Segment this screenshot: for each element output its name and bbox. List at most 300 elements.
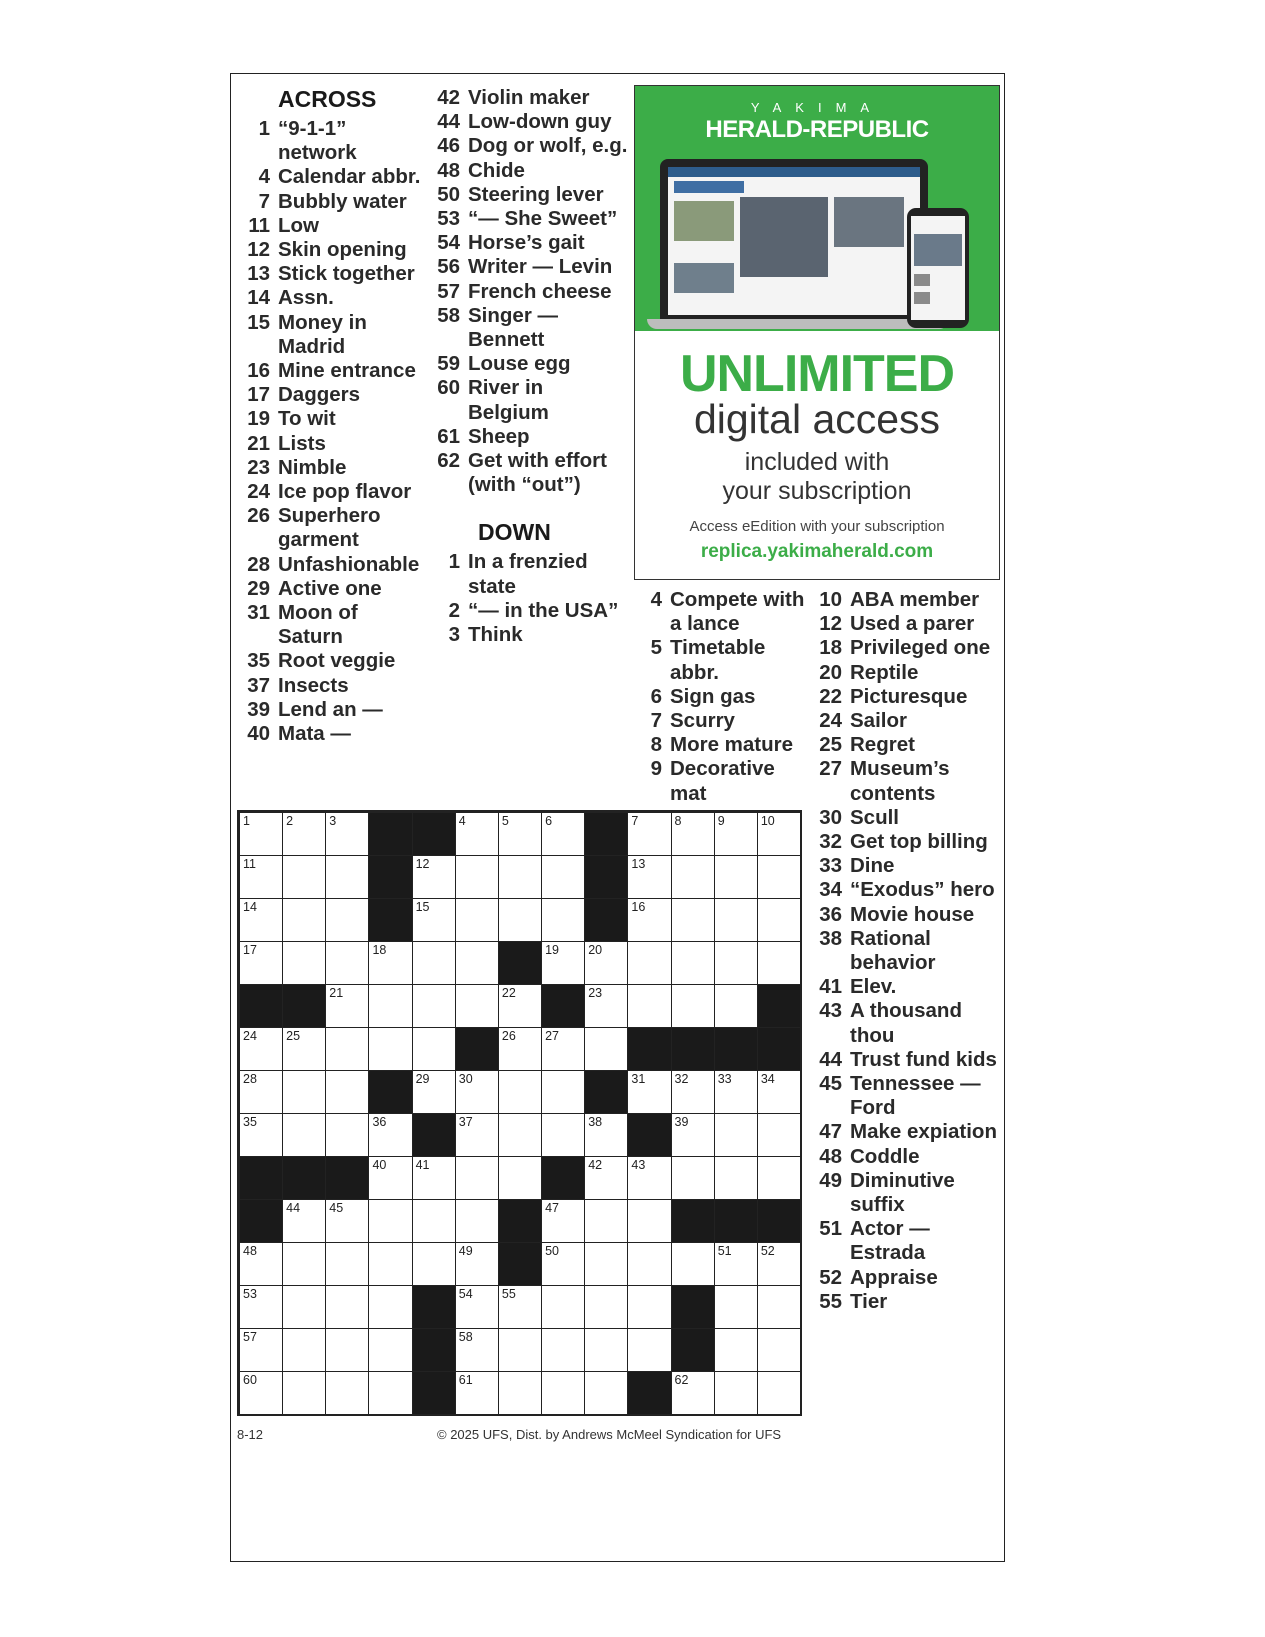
grid-cell[interactable] <box>714 1070 758 1114</box>
clue-number: 60 <box>437 376 460 400</box>
grid-cell[interactable] <box>412 1199 456 1243</box>
grid-block <box>239 1156 283 1200</box>
grid-cell[interactable] <box>455 1113 499 1157</box>
clue-text: Used a parer <box>850 612 975 636</box>
grid-cell[interactable] <box>714 1371 758 1415</box>
grid-cell[interactable] <box>757 1242 801 1286</box>
grid-cell[interactable] <box>325 855 369 899</box>
grid-cell[interactable] <box>239 1371 283 1415</box>
grid-cell[interactable] <box>541 1285 585 1329</box>
grid-cell[interactable] <box>757 1070 801 1114</box>
grid-cell[interactable] <box>498 1070 542 1114</box>
grid-cell[interactable] <box>757 1156 801 1200</box>
grid-block <box>412 1371 456 1415</box>
down-clue[interactable] <box>810 903 1000 927</box>
grid-cell[interactable] <box>498 812 542 856</box>
grid-cell[interactable] <box>541 1371 585 1415</box>
grid-cell[interactable] <box>498 855 542 899</box>
clue-number: 1 <box>448 550 460 574</box>
cell-number: 50 <box>545 1244 559 1258</box>
cell-number: 12 <box>415 857 430 871</box>
grid-cell[interactable] <box>455 1156 499 1200</box>
grid-cell[interactable] <box>584 1027 628 1071</box>
down-clue[interactable] <box>630 757 805 805</box>
clue-text: Chide <box>468 158 525 182</box>
grid-cell[interactable] <box>455 855 499 899</box>
grid-cell[interactable] <box>239 1242 283 1286</box>
grid-cell[interactable] <box>627 1285 671 1329</box>
across-clue[interactable] <box>238 698 428 722</box>
clue-number: 52 <box>819 1265 842 1289</box>
grid-cell[interactable] <box>239 1285 283 1329</box>
grid-cell[interactable] <box>282 1285 326 1329</box>
down-clue[interactable] <box>810 878 1000 902</box>
clue-number: 47 <box>819 1120 842 1144</box>
grid-cell[interactable] <box>412 941 456 985</box>
grid-cell[interactable] <box>757 1285 801 1329</box>
grid-cell[interactable] <box>455 1199 499 1243</box>
cell-number: 61 <box>458 1373 473 1387</box>
grid-cell[interactable] <box>368 941 412 985</box>
clue-text: Get with effort (with “out”) <box>468 449 607 497</box>
down-heading: DOWN <box>478 519 551 546</box>
grid-cell[interactable] <box>671 1242 715 1286</box>
grid-cell[interactable] <box>239 941 283 985</box>
ad-body <box>635 448 999 506</box>
grid-cell[interactable] <box>541 1199 585 1243</box>
grid-cell[interactable] <box>584 1156 628 1200</box>
grid-cell[interactable] <box>325 1285 369 1329</box>
grid-cell[interactable] <box>627 1070 671 1114</box>
down-clue[interactable] <box>810 636 1000 660</box>
across-clue[interactable] <box>428 207 628 231</box>
cell-number: 26 <box>501 1029 516 1043</box>
grid-cell[interactable] <box>455 1371 499 1415</box>
cell-number: 51 <box>717 1244 732 1258</box>
grid-block <box>368 855 412 899</box>
cell-number: 7 <box>631 814 639 828</box>
clue-text: River in Belgium <box>468 376 549 424</box>
grid-cell[interactable] <box>671 812 715 856</box>
grid-cell[interactable] <box>584 1242 628 1286</box>
down-clue[interactable] <box>630 588 805 636</box>
across-clues-col1 <box>238 86 428 746</box>
clue-number: 36 <box>819 902 842 926</box>
clue-text: Regret <box>850 733 915 757</box>
across-clue[interactable] <box>238 577 428 601</box>
down-clue[interactable] <box>810 612 1000 636</box>
grid-cell[interactable] <box>541 1328 585 1372</box>
clue-text: Tier <box>850 1289 888 1313</box>
cell-number: 22 <box>501 986 516 1000</box>
grid-cell[interactable] <box>627 941 671 985</box>
grid-cell[interactable] <box>325 1027 369 1071</box>
cell-number: 19 <box>545 943 559 957</box>
grid-cell[interactable] <box>627 1199 671 1243</box>
across-clue[interactable] <box>238 674 428 698</box>
grid-cell[interactable] <box>671 1113 715 1157</box>
grid-cell[interactable] <box>498 1285 542 1329</box>
grid-cell[interactable] <box>541 941 585 985</box>
grid-block <box>627 1027 671 1071</box>
down-clue[interactable] <box>810 999 1000 1047</box>
across-clue[interactable] <box>238 286 428 310</box>
grid-cell[interactable] <box>671 1156 715 1200</box>
grid-cell[interactable] <box>412 1156 456 1200</box>
clue-text: French cheese <box>468 279 612 303</box>
across-clue[interactable] <box>428 134 628 158</box>
across-clue[interactable] <box>238 456 428 480</box>
grid-cell[interactable] <box>757 1328 801 1372</box>
grid-cell[interactable] <box>714 855 758 899</box>
grid-cell[interactable] <box>455 1285 499 1329</box>
grid-cell[interactable] <box>541 855 585 899</box>
grid-cell[interactable] <box>239 1070 283 1114</box>
down-clue[interactable] <box>428 599 628 623</box>
down-clue[interactable] <box>810 975 1000 999</box>
grid-cell[interactable] <box>714 1242 758 1286</box>
clue-text: Museum’s contents <box>850 757 950 805</box>
grid-cell[interactable] <box>455 812 499 856</box>
grid-cell[interactable] <box>455 941 499 985</box>
down-clue[interactable] <box>810 1145 1000 1169</box>
grid-cell[interactable] <box>498 1328 542 1372</box>
grid-cell[interactable] <box>627 1156 671 1200</box>
grid-cell[interactable] <box>627 855 671 899</box>
grid-cell[interactable] <box>627 1328 671 1372</box>
clue-number: 5 <box>650 636 662 660</box>
grid-cell[interactable] <box>412 1242 456 1286</box>
clue-number: 9 <box>650 757 662 781</box>
grid-cell[interactable] <box>239 898 283 942</box>
grid-cell[interactable] <box>455 984 499 1028</box>
grid-block <box>239 984 283 1028</box>
grid-cell[interactable] <box>368 1328 412 1372</box>
grid-block <box>498 1199 542 1243</box>
grid-cell[interactable] <box>627 812 671 856</box>
across-clue[interactable] <box>238 601 428 649</box>
across-clue[interactable] <box>428 110 628 134</box>
ad-line1: included with <box>744 448 890 476</box>
clue-text: Movie house <box>850 902 975 926</box>
grid-cell[interactable] <box>498 1113 542 1157</box>
down-clue[interactable] <box>428 550 628 598</box>
grid-cell[interactable] <box>627 898 671 942</box>
grid-cell[interactable] <box>412 1070 456 1114</box>
across-clue[interactable] <box>238 359 428 383</box>
grid-cell[interactable] <box>498 898 542 942</box>
grid-cell[interactable] <box>541 1070 585 1114</box>
grid-cell[interactable] <box>368 1199 412 1243</box>
grid-cell[interactable] <box>714 1328 758 1372</box>
grid-cell[interactable] <box>498 1371 542 1415</box>
clue-text: “— in the USA” <box>468 598 619 622</box>
clue-number: 48 <box>437 158 460 182</box>
clue-number: 59 <box>437 352 460 376</box>
down-clue[interactable] <box>630 685 805 709</box>
grid-cell[interactable] <box>757 941 801 985</box>
grid-cell[interactable] <box>239 812 283 856</box>
across-clue[interactable] <box>238 553 428 577</box>
grid-cell[interactable] <box>671 898 715 942</box>
down-clue[interactable] <box>810 661 1000 685</box>
clue-number: 58 <box>437 303 460 327</box>
down-clue[interactable] <box>810 685 1000 709</box>
grid-cell[interactable] <box>282 1070 326 1114</box>
across-clue[interactable] <box>428 425 628 449</box>
clue-number: 41 <box>819 975 842 999</box>
grid-cell[interactable] <box>325 1371 369 1415</box>
clue-text: Steering lever <box>468 182 604 206</box>
grid-cell[interactable] <box>239 855 283 899</box>
grid-cell[interactable] <box>282 812 326 856</box>
grid-block <box>584 1070 628 1114</box>
grid-cell[interactable] <box>541 812 585 856</box>
down-clue[interactable] <box>630 733 805 757</box>
down-clue[interactable] <box>810 588 1000 612</box>
across-clue[interactable] <box>428 304 628 352</box>
grid-cell[interactable] <box>282 1328 326 1372</box>
down-clue[interactable] <box>810 1266 1000 1290</box>
grid-block <box>671 1285 715 1329</box>
clue-text: Daggers <box>278 383 361 407</box>
grid-cell[interactable] <box>325 1070 369 1114</box>
grid-cell[interactable] <box>368 984 412 1028</box>
grid-cell[interactable] <box>282 1371 326 1415</box>
grid-cell[interactable] <box>498 984 542 1028</box>
cell-number: 60 <box>243 1373 257 1387</box>
clue-text: Singer — Bennett <box>468 303 558 352</box>
across-clue[interactable] <box>238 214 428 238</box>
down-clue[interactable] <box>810 854 1000 878</box>
grid-cell[interactable] <box>282 1199 326 1243</box>
across-clue[interactable] <box>238 190 428 214</box>
grid-cell[interactable] <box>714 1156 758 1200</box>
grid-block <box>714 1199 758 1243</box>
clue-number: 38 <box>819 926 842 950</box>
grid-cell[interactable] <box>368 1156 412 1200</box>
down-clue[interactable] <box>810 709 1000 733</box>
down-clue[interactable] <box>810 806 1000 830</box>
grid-cell[interactable] <box>325 1328 369 1372</box>
clue-text: A thousand thou <box>850 999 962 1047</box>
grid-cell[interactable] <box>584 984 628 1028</box>
clue-number: 48 <box>819 1144 842 1168</box>
grid-cell[interactable] <box>455 1070 499 1114</box>
cell-number: 45 <box>329 1201 344 1215</box>
grid-cell[interactable] <box>368 1371 412 1415</box>
grid-block <box>714 1027 758 1071</box>
clue-number: 15 <box>247 310 270 334</box>
clue-number: 51 <box>819 1217 842 1241</box>
clue-number: 24 <box>247 480 270 504</box>
clue-number: 29 <box>247 576 270 600</box>
across-clue[interactable] <box>238 407 428 431</box>
grid-cell[interactable] <box>325 1113 369 1157</box>
down-clue[interactable] <box>810 757 1000 805</box>
grid-cell[interactable] <box>325 984 369 1028</box>
down-clue[interactable] <box>810 1169 1000 1217</box>
across-heading: ACROSS <box>278 86 377 112</box>
grid-cell[interactable] <box>584 1199 628 1243</box>
grid-cell[interactable] <box>368 1027 412 1071</box>
down-clue[interactable] <box>428 623 628 647</box>
grid-cell[interactable] <box>671 941 715 985</box>
grid-cell[interactable] <box>671 984 715 1028</box>
grid-cell[interactable] <box>455 898 499 942</box>
across-clue[interactable] <box>428 376 628 424</box>
grid-cell[interactable] <box>541 1027 585 1071</box>
grid-cell[interactable] <box>455 1328 499 1372</box>
across-clue[interactable] <box>428 159 628 183</box>
down-clue[interactable] <box>810 1290 1000 1314</box>
across-clue[interactable] <box>238 117 428 165</box>
grid-cell[interactable] <box>282 941 326 985</box>
down-clue[interactable] <box>630 709 805 733</box>
clue-number: 25 <box>819 733 842 757</box>
clue-text: Low <box>278 213 319 237</box>
clue-number: 30 <box>819 805 842 829</box>
grid-cell[interactable] <box>325 898 369 942</box>
grid-cell[interactable] <box>412 1027 456 1071</box>
clue-text: Low-down guy <box>468 110 612 134</box>
ad-url-link[interactable]: replica.yakimaherald.com <box>700 541 934 562</box>
across-clue[interactable] <box>238 238 428 262</box>
across-clue[interactable] <box>428 86 628 110</box>
clue-number: 43 <box>819 999 842 1023</box>
grid-cell[interactable] <box>325 941 369 985</box>
across-clue[interactable] <box>238 504 428 552</box>
clue-number: 35 <box>247 649 270 673</box>
grid-cell[interactable] <box>757 898 801 942</box>
cell-number: 29 <box>415 1072 430 1086</box>
grid-cell[interactable] <box>714 1285 758 1329</box>
cell-number: 23 <box>588 986 603 1000</box>
grid-cell[interactable] <box>714 898 758 942</box>
down-clue[interactable] <box>810 927 1000 975</box>
across-clue[interactable] <box>238 649 428 673</box>
grid-cell[interactable] <box>714 984 758 1028</box>
across-clue[interactable] <box>428 352 628 376</box>
grid-cell[interactable] <box>239 1328 283 1372</box>
grid-cell[interactable] <box>541 898 585 942</box>
grid-cell[interactable] <box>714 812 758 856</box>
grid-block <box>541 984 585 1028</box>
grid-cell[interactable] <box>757 1113 801 1157</box>
grid-cell[interactable] <box>368 1285 412 1329</box>
grid-cell[interactable] <box>584 1113 628 1157</box>
down-clue[interactable] <box>810 1217 1000 1265</box>
cell-number: 39 <box>674 1115 689 1129</box>
subscription-ad[interactable] <box>634 85 1000 580</box>
down-clue[interactable] <box>810 733 1000 757</box>
grid-cell[interactable] <box>541 1242 585 1286</box>
grid-block <box>757 1027 801 1071</box>
down-clue[interactable] <box>810 830 1000 854</box>
grid-cell[interactable] <box>714 941 758 985</box>
grid-cell[interactable] <box>412 855 456 899</box>
clue-text: More mature <box>670 733 794 757</box>
grid-cell[interactable] <box>671 1371 715 1415</box>
grid-cell[interactable] <box>325 812 369 856</box>
grid-cell[interactable] <box>671 855 715 899</box>
grid-cell[interactable] <box>239 1113 283 1157</box>
across-clue[interactable] <box>238 262 428 286</box>
grid-cell[interactable] <box>282 898 326 942</box>
clue-text: Moon of Saturn <box>278 601 358 649</box>
grid-cell[interactable] <box>627 984 671 1028</box>
grid-cell[interactable] <box>627 1242 671 1286</box>
grid-cell[interactable] <box>584 1371 628 1415</box>
clue-number: 12 <box>819 612 842 636</box>
grid-cell[interactable] <box>282 1027 326 1071</box>
grid-cell[interactable] <box>541 1113 585 1157</box>
grid-cell[interactable] <box>584 941 628 985</box>
across-clue[interactable] <box>428 449 628 497</box>
grid-cell[interactable] <box>584 1285 628 1329</box>
across-clue[interactable] <box>238 480 428 504</box>
across-clue[interactable] <box>428 183 628 207</box>
grid-cell[interactable] <box>325 1242 369 1286</box>
clue-text: Diminutive suffix <box>850 1168 955 1217</box>
grid-cell[interactable] <box>757 855 801 899</box>
grid-cell[interactable] <box>368 1113 412 1157</box>
grid-cell[interactable] <box>584 1328 628 1372</box>
across-clue[interactable] <box>238 383 428 407</box>
across-clue[interactable] <box>428 231 628 255</box>
across-clue[interactable] <box>428 280 628 304</box>
cell-number: 2 <box>286 814 294 828</box>
grid-cell[interactable] <box>757 1371 801 1415</box>
grid-cell[interactable] <box>412 898 456 942</box>
clue-text: Lend an — <box>278 697 383 721</box>
grid-cell[interactable] <box>282 1242 326 1286</box>
clue-number: 4 <box>258 165 270 189</box>
down-clue[interactable] <box>810 1048 1000 1072</box>
grid-cell[interactable] <box>325 1199 369 1243</box>
cell-number: 10 <box>760 814 775 828</box>
down-clue[interactable] <box>810 1072 1000 1120</box>
grid-cell[interactable] <box>239 1027 283 1071</box>
cell-number: 27 <box>545 1029 559 1043</box>
across-clue[interactable] <box>238 311 428 359</box>
grid-cell[interactable] <box>498 1027 542 1071</box>
grid-cell[interactable] <box>412 984 456 1028</box>
cell-number: 11 <box>243 857 256 871</box>
down-clue[interactable] <box>810 1120 1000 1144</box>
grid-cell[interactable] <box>671 1070 715 1114</box>
cell-number: 49 <box>458 1244 473 1258</box>
grid-cell[interactable] <box>282 855 326 899</box>
clue-number: 14 <box>247 286 270 310</box>
grid-cell[interactable] <box>714 1113 758 1157</box>
down-clue[interactable] <box>630 636 805 684</box>
across-clue[interactable] <box>428 255 628 279</box>
across-clue[interactable] <box>238 165 428 189</box>
grid-cell[interactable] <box>282 1113 326 1157</box>
clue-text: Compete with a lance <box>670 588 805 636</box>
grid-block <box>368 812 412 856</box>
across-clue[interactable] <box>238 432 428 456</box>
grid-cell[interactable] <box>455 1242 499 1286</box>
across-clue[interactable] <box>238 722 428 746</box>
cell-number: 24 <box>243 1029 257 1043</box>
grid-cell[interactable] <box>757 812 801 856</box>
clue-text: Insects <box>278 673 349 697</box>
grid-cell[interactable] <box>368 1242 412 1286</box>
clue-number: 20 <box>819 660 842 684</box>
grid-cell[interactable] <box>498 1156 542 1200</box>
